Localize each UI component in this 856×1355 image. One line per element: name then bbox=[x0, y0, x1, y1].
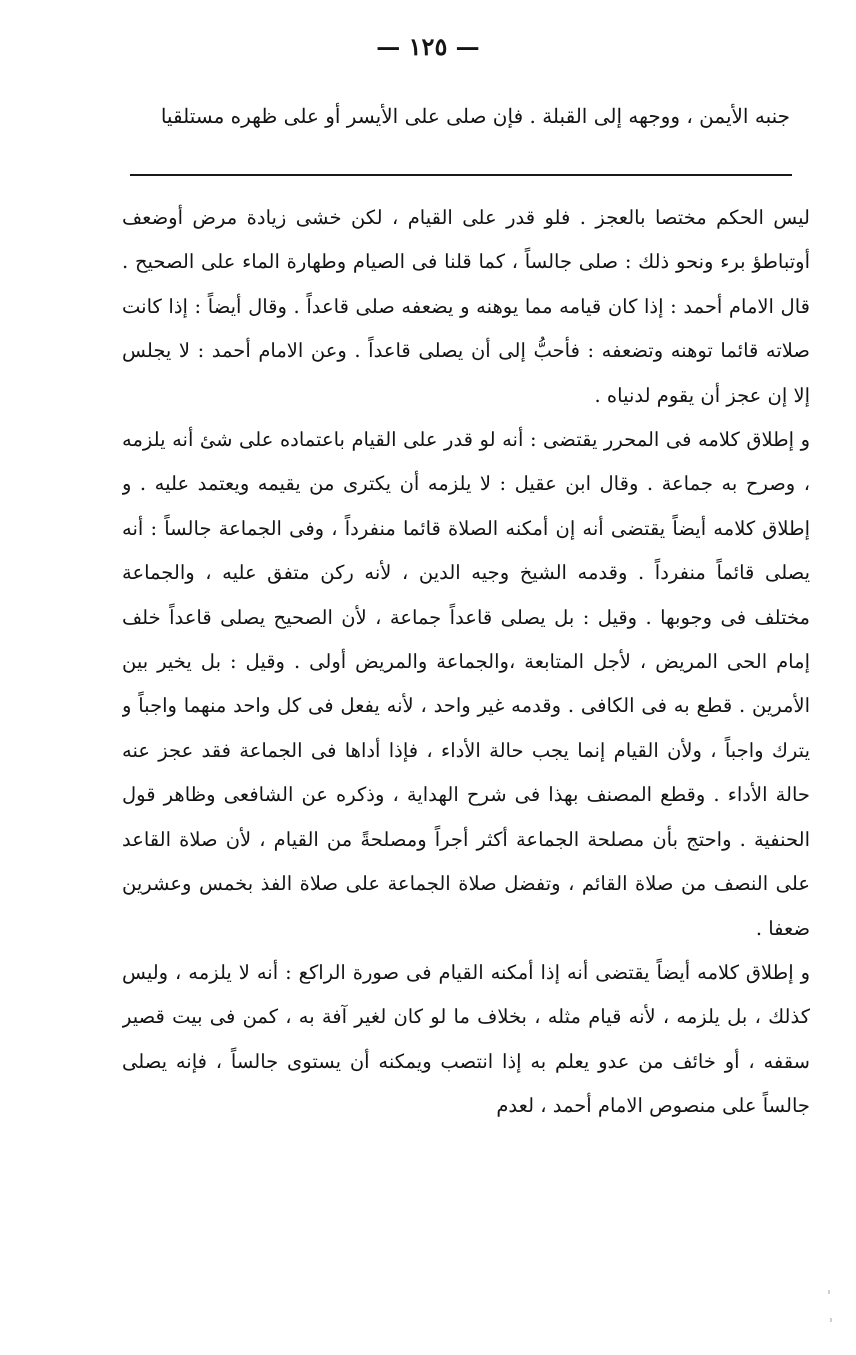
commentary-text-block bbox=[122, 196, 810, 1256]
main-text-continuation-line: جنبه الأيمن ، ووجهه إلى القبلة . فإن صلى على الأيسر أو على ظهره مستلقيا bbox=[160, 104, 790, 128]
paragraph: و إطلاق كلامه أيضاً يقتضى أنه إذا أمكنه القيام فى صورة الراكع : أنه لا يلزمه ، وليس كذلك ، بل يلزمه ، لأنه قيام مثله ، بخلاف ما لو كان لغير آفة به ، كمن فى بيت قصير سقفه ، أو خائف من عدو يعلم به إذا انتصب ويمكنه أن يستوى جالساً ، فإنه يصلى جالساً على منصوص الامام أحمد ، لعدم bbox=[122, 960, 810, 1118]
scan-speck bbox=[828, 1290, 830, 1294]
page-number: — ١٢٥ — bbox=[376, 32, 480, 61]
scan-speck bbox=[830, 1318, 832, 1322]
footnote-separator-rule bbox=[130, 174, 792, 176]
paragraph: ليس الحكم مختصا بالعجز . فلو قدر على القيام ، لكن خشى زيادة مرض أوضعف أوتباطؤ برء ونحو ذلك : صلى جالساً ، كما قلنا فى الصيام وطهارة الماء على الصحيح . قال الامام أحمد : إذا كان قيامه مما يوهنه و يضعفه صلى قاعداً . وقال أيضاً : إذا كانت صلاته قائما توهنه وتضعفه : فأحبُّ إلى أن يصلى قاعداً . وعن الامام أحمد : لا يجلس إلا إن عجز أن يقوم لدنياه . bbox=[122, 206, 810, 407]
paragraph: و إطلاق كلامه فى المحرر يقتضى : أنه لو قدر على القيام باعتماده على شئ أنه يلزمه ، وصرح به جماعة . وقال ابن عقيل : لا يلزمه أن يكترى من يقيمه ويعتمد عليه . و إطلاق كلامه أيضاً يقتضى أنه إن أمكنه الصلاة قائما منفرداً ، وفى الجماعة جالساً : أنه يصلى قائماً منفرداً . وقدمه الشيخ وجيه الدين ، لأنه ركن متفق عليه ، والجماعة مختلف فى وجوبها . وقيل : بل يصلى قاعداً جماعة ، لأن الصحيح يصلى قاعداً خلف إمام الحى المريض ، لأجل المتابعة ،والجماعة والمريض أولى . وقيل : بل يخير بين الأمرين . قطع به فى الكافى . وقدمه غير واحد ، لأنه يفعل فى كل واحد منهما واجباً و يترك واجباً ، ولأن القيام إنما يجب حالة الأداء ، فإذا أداها فى الجماعة فقد عجز عنه حالة الأداء . وقطع المصنف بهذا فى شرح الهداية ، وذكره عن الشافعى وظاهر قول الحنفية . واحتج بأن مصلحة الجماعة أكثر أجراً ومصلحةً من القيام ، لأن صلاة القاعد على النصف من صلاة القائم ، وتفضل صلاة الجماعة على صلاة الفذ بخمس وعشرين ضعفا . bbox=[122, 428, 810, 940]
